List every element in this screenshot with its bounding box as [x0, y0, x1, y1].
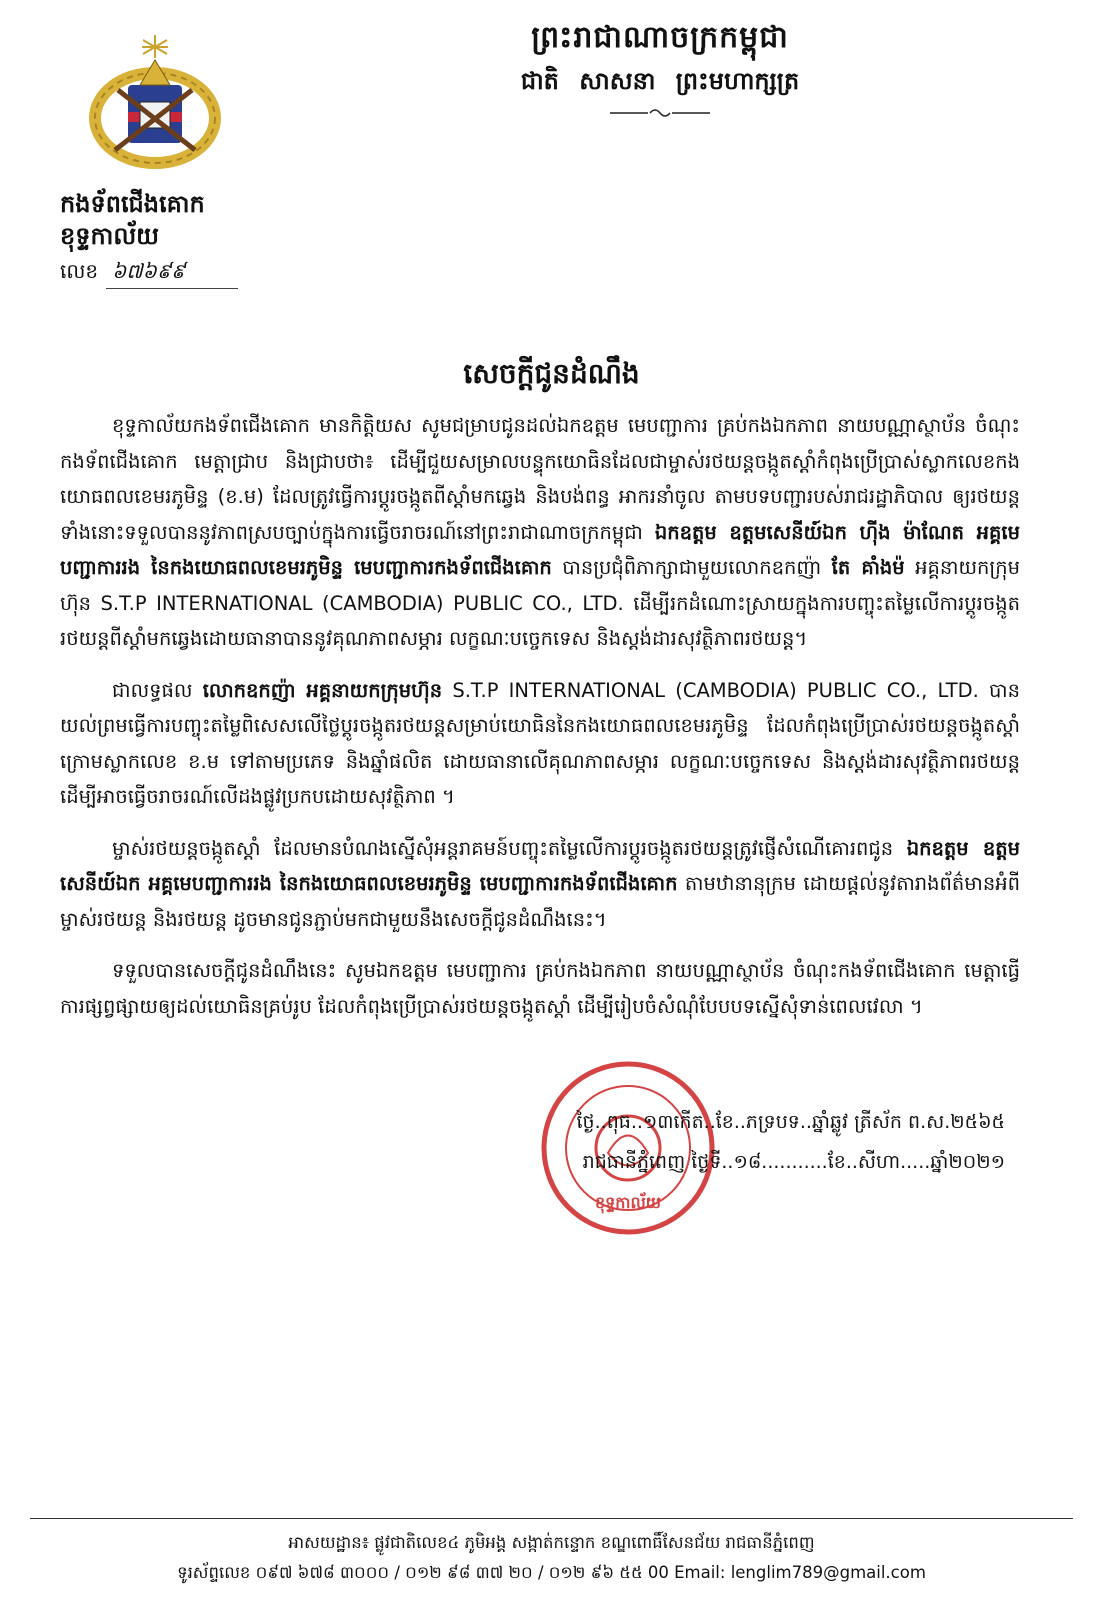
paragraph-3 [60, 831, 1020, 938]
paragraph-2-bold: លោកឧកញ៉ា អគ្គនាយកក្រុមហ៊ុន [202, 678, 443, 702]
lunar-date: ថ្ងៃ..ពុធ..១៣កើត..ខែ..ភទ្របទ..ឆ្នាំឆ្លូវ ត្រីស័ក ព.ស.២៥៦៥ [576, 1111, 1005, 1133]
national-motto: ជាតិ សាសនា ព្រះមហាក្សត្រ [520, 67, 800, 95]
army-emblem-icon [80, 30, 230, 180]
paragraph-3-bold: ឯកឧត្តម ឧត្តមសេនីយ៍ឯក អគ្គមេបញ្ជាការរង នៃកងយោធពលខេមរភូមិន្ទ មេបញ្ជាការកងទ័ពជើងគោក [60, 836, 1021, 895]
footer-contact: ទូរស័ព្ទលេខ ០៩៧ ៦៧៨ ៣០០០ / ០១២ ៩៨ ៣៧ ២០ / ០១២ ៩៦ ៥៥ 00 Email: lenglim789@gmail.com [177, 1563, 926, 1582]
reference-label: លេខ [60, 259, 99, 283]
paragraph-1-end: អគ្គនាយកក្រុមហ៊ុន S.T.P INTERNATIONAL (CAMBODIA) PUBLIC CO., LTD. ដើម្បីរកដំណោះស្រាយក្នុងការបញ្ចុះតម្លៃលើការប្តូរចង្កូតរថយន្តពីស្តាំមកឆ្វេងដោយធានាបាននូវគុណភាពសម្ភារ លក្ខណៈបច្ចេកទេស និងស្តង់ដារសុវត្ថិភាពរថយន្ត។ [60, 556, 1020, 650]
paragraph-1-text: ខុទ្ទកាល័យកងទ័ពជើងគោក មានកិត្តិយស សូមជម្រាបជូនដល់ឯកឧត្តម មេបញ្ជាការ គ្រប់កងឯកភាព នាយបណ្ណាស្ថាប័ន ចំណុះកងទ័ពជើងគោក មេត្តាជ្រាប និងជ្រាបថា៖ ដើម្បីជួយសម្រាលបន្ទុកយោធិនដែលជាម្ចាស់រថយន្តចង្កូតស្តាំកំពុងប្រើប្រាស់ស្លាកលេខកងយោធពលខេមរភូមិន្ទ (ខ.ម) ដែលត្រូវធ្វើការប្តូរចង្កូតពីស្តាំមកឆ្វេង និងបង់ពន្ធ អាករនាំចូល តាមបទបញ្ជារបស់រាជរដ្ឋាភិបាល ឲ្យរថយន្តទាំងនោះទទួលបាននូវភាពស្របច្បាប់ក្នុងការធ្វើចរាចរណ៍នៅព្រះរាជាណាចក្រកម្ពុជា [60, 414, 1020, 544]
solar-date: រាជធានីភ្នំពេញ ថ្ងៃទី..១៨...........ខែ..សីហា.....ឆ្នាំ២០២១ [582, 1151, 1005, 1173]
office-name: ខុទ្ទកាល័យ [60, 222, 160, 250]
document-title: សេចក្តីជូនដំណឹង [463, 357, 640, 390]
paragraph-2 [60, 673, 1020, 815]
footer [0, 1528, 1103, 1588]
ornament-divider-icon [610, 107, 710, 119]
paragraph-1-mid: បានប្រជុំពិភាក្សាជាមួយលោកឧកញ៉ា [562, 556, 822, 579]
kingdom-header [350, 18, 970, 123]
paragraph-2-text: S.T.P INTERNATIONAL (CAMBODIA) PUBLIC CO., LTD. បានយល់ព្រមធ្វើការបញ្ចុះតម្លៃពិសេសលើថ្លៃប្តូរចង្កូតរថយន្តសម្រាប់យោធិននៃកងយោធពលខេមរភូមិន្ទ ដែលកំពុងប្រើប្រាស់រថយន្តចង្កូតស្តាំក្រោមស្លាកលេខ ខ.ម ទៅតាមប្រភេទ និងឆ្នាំផលិត ដោយធានាលើគុណភាពសម្ភារ លក្ខណៈបច្ចេកទេស និងស្តង់ដារសុវត្ថិភាពរថយន្ត ដើម្បីអាចធ្វើចរាចរណ៍លើដងផ្លូវប្រកបដោយសុវត្ថិភាព ។ [60, 678, 1021, 808]
commander-name: ឯកឧត្តម ឧត្តមសេនីយ៍ឯក ហ៊ីង ម៉ាណែត អគ្គមេបញ្ជាការរង នៃកងយោធពលខេមរភូមិន្ទ មេបញ្ជាការកងទ័ពជើងគោក [60, 520, 1020, 579]
paragraph-3-lead: ម្ចាស់រថយន្តចង្កូតស្តាំ ដែលមានបំណងស្នើសុំអន្តរាគមន៍បញ្ចុះតម្លៃលើការប្តូរចង្កូតរថយន្តត្រូវផ្ញើសំណើគោរពជូន [112, 836, 894, 860]
paragraph-3-text: តាមឋានានុក្រម ដោយផ្តល់នូវតារាងព័ត៌មានអំពីម្ចាស់រថយន្ត និងរថយន្ត ដូចមានជូនភ្ជាប់មកជាមួយនឹងសេចក្តីជូនដំណឹងនេះ។ [60, 872, 1020, 931]
issuing-office-block [60, 188, 238, 289]
paragraph-2-lead: ជាលទ្ធផល [112, 678, 193, 702]
seal-text: ខុទ្ទកាល័យ [594, 1193, 662, 1212]
date-block [577, 1102, 1005, 1182]
reference-number: ៦៧៦៩៩ [106, 258, 238, 289]
footer-address: អាសយដ្ឋាន៖ ផ្លូវជាតិលេខ៤ ភូមិអង្គ សង្កាត់កន្ទោក ខណ្ឌពោធិ៍សែនជ័យ រាជធានីភ្នំពេញ [288, 1533, 815, 1552]
paragraph-1 [60, 408, 1020, 657]
paragraph-4: ទទួលបានសេចក្តីជូនដំណឹងនេះ សូមឯកឧត្តម មេបញ្ជាការ គ្រប់កងឯកភាព នាយបណ្ណាស្ថាប័ន ចំណុះកងទ័ពជើងគោក មេត្តាធ្វើការផ្សព្វផ្សាយឲ្យដល់យោធិនគ្រប់រូប ដែលកំពុងប្រើប្រាស់រថយន្តចង្កូតស្តាំ ដើម្បីរៀបចំសំណុំបែបបទស្នើសុំទាន់ពេលវេលា ។ [60, 959, 1020, 1018]
kingdom-title: ព្រះរាជាណាចក្រកម្ពុជា [531, 20, 789, 55]
notice-body [60, 408, 1020, 1040]
footer-divider [30, 1518, 1073, 1519]
company-director-name: តែ គាំងម៉ [831, 556, 905, 579]
org-name: កងទ័ពជើងគោក [60, 190, 205, 218]
reference-line [60, 258, 238, 289]
